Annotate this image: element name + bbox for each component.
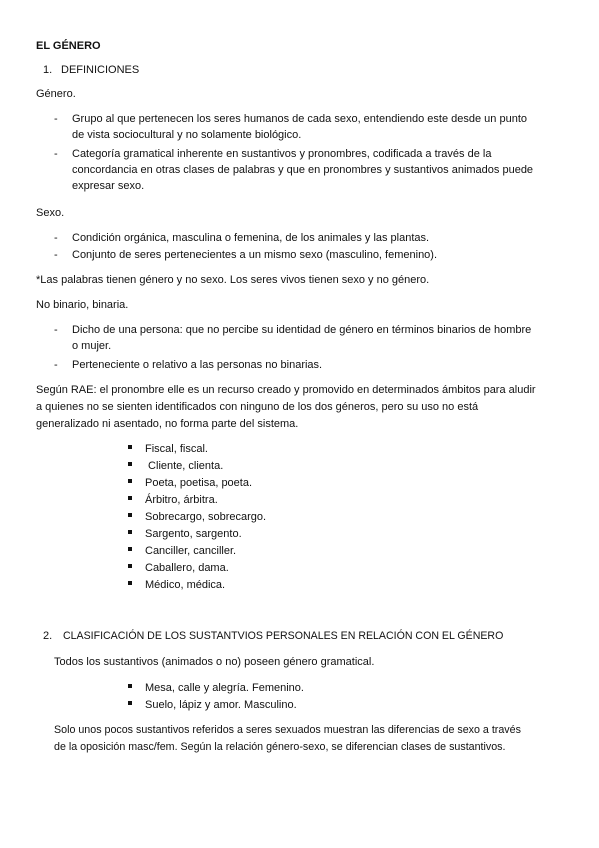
example-item: Médico, médica.	[145, 579, 226, 591]
square-bullet-icon	[128, 496, 132, 500]
example-item: Árbitro, árbitra.	[145, 494, 218, 506]
outro-paragraph-line: de la oposición masc/fem. Según la relación género-sexo, se diferencian clases de sustantivos.	[54, 741, 506, 753]
rae-paragraph-line: a quienes no se sienten identificados con ninguno de los dos géneros, pero su uso no está	[36, 401, 479, 413]
intro-text: Todos los sustantivos (animados o no) poseen género gramatical.	[54, 656, 375, 668]
square-bullet-icon	[128, 530, 132, 534]
definition-line: Categoría gramatical inherente en sustantivos y pronombres, codificada a través de la	[72, 148, 492, 160]
definition-line: de vista sociocultural y no solamente biológico.	[72, 129, 302, 141]
example-item: Cliente, clienta.	[145, 460, 224, 472]
outro-paragraph-line: Solo unos pocos sustantivos referidos a seres sexuados muestran las diferencias de sexo a través	[54, 724, 521, 736]
section-1-heading: DEFINICIONES	[61, 64, 140, 76]
dash-bullet: -	[54, 113, 58, 125]
square-bullet-icon	[128, 581, 132, 585]
definition-line: concordancia en otras clases de palabras y que en pronombres y sustantivos animados puede	[72, 164, 534, 176]
square-bullet-icon	[128, 445, 132, 449]
section-1-number: 1.	[43, 64, 53, 76]
example-item: Poeta, poetisa, poeta.	[145, 477, 253, 489]
dash-bullet: -	[54, 359, 58, 371]
note-text: *Las palabras tienen género y no sexo. Los seres vivos tienen sexo y no género.	[36, 274, 430, 286]
square-bullet-icon	[128, 684, 132, 688]
example-item: Sargento, sargento.	[145, 528, 242, 540]
square-bullet-icon	[128, 462, 132, 466]
example-item: Sobrecargo, sobrecargo.	[145, 511, 267, 523]
rae-paragraph-line: generalizado ni asentado, no forma parte del sistema.	[36, 418, 299, 430]
definition-line: expresar sexo.	[72, 180, 145, 192]
square-bullet-icon	[128, 479, 132, 483]
term-sexo: Sexo.	[36, 207, 65, 219]
definition-line: o mujer.	[72, 340, 112, 352]
example-item: Caballero, dama.	[145, 562, 229, 574]
document-title: EL GÉNERO	[36, 40, 101, 52]
example-item: Mesa, calle y alegría. Femenino.	[145, 682, 304, 694]
dash-bullet: -	[54, 249, 58, 261]
example-item: Fiscal, fiscal.	[145, 443, 208, 455]
term-no-binario: No binario, binaria.	[36, 299, 129, 311]
section-2-number: 2.	[43, 630, 53, 642]
definition-line: Condición orgánica, masculina o femenina, de los animales y las plantas.	[72, 232, 430, 244]
dash-bullet: -	[54, 148, 58, 160]
square-bullet-icon	[128, 513, 132, 517]
example-item: Suelo, lápiz y amor. Masculino.	[145, 699, 297, 711]
square-bullet-icon	[128, 701, 132, 705]
dash-bullet: -	[54, 232, 58, 244]
definition-line: Perteneciente o relativo a las personas no binarias.	[72, 359, 323, 371]
definition-line: Grupo al que pertenecen los seres humanos de cada sexo, entendiendo este desde un punto	[72, 113, 527, 125]
square-bullet-icon	[128, 547, 132, 551]
definition-line: Dicho de una persona: que no percibe su identidad de género en términos binarios de hombre	[72, 324, 532, 336]
dash-bullet: -	[54, 324, 58, 336]
rae-paragraph-line: Según RAE: el pronombre elle es un recurso creado y promovido en determinados ámbitos para aludir	[36, 384, 536, 396]
example-item: Canciller, canciller.	[145, 545, 237, 557]
square-bullet-icon	[128, 564, 132, 568]
term-genero: Género.	[36, 88, 76, 100]
section-2-heading: CLASIFICACIÓN DE LOS SUSTANTVIOS PERSONALES EN RELACIÓN CON EL GÉNERO	[63, 630, 504, 642]
definition-line: Conjunto de seres pertenecientes a un mismo sexo (masculino, femenino).	[72, 249, 438, 261]
